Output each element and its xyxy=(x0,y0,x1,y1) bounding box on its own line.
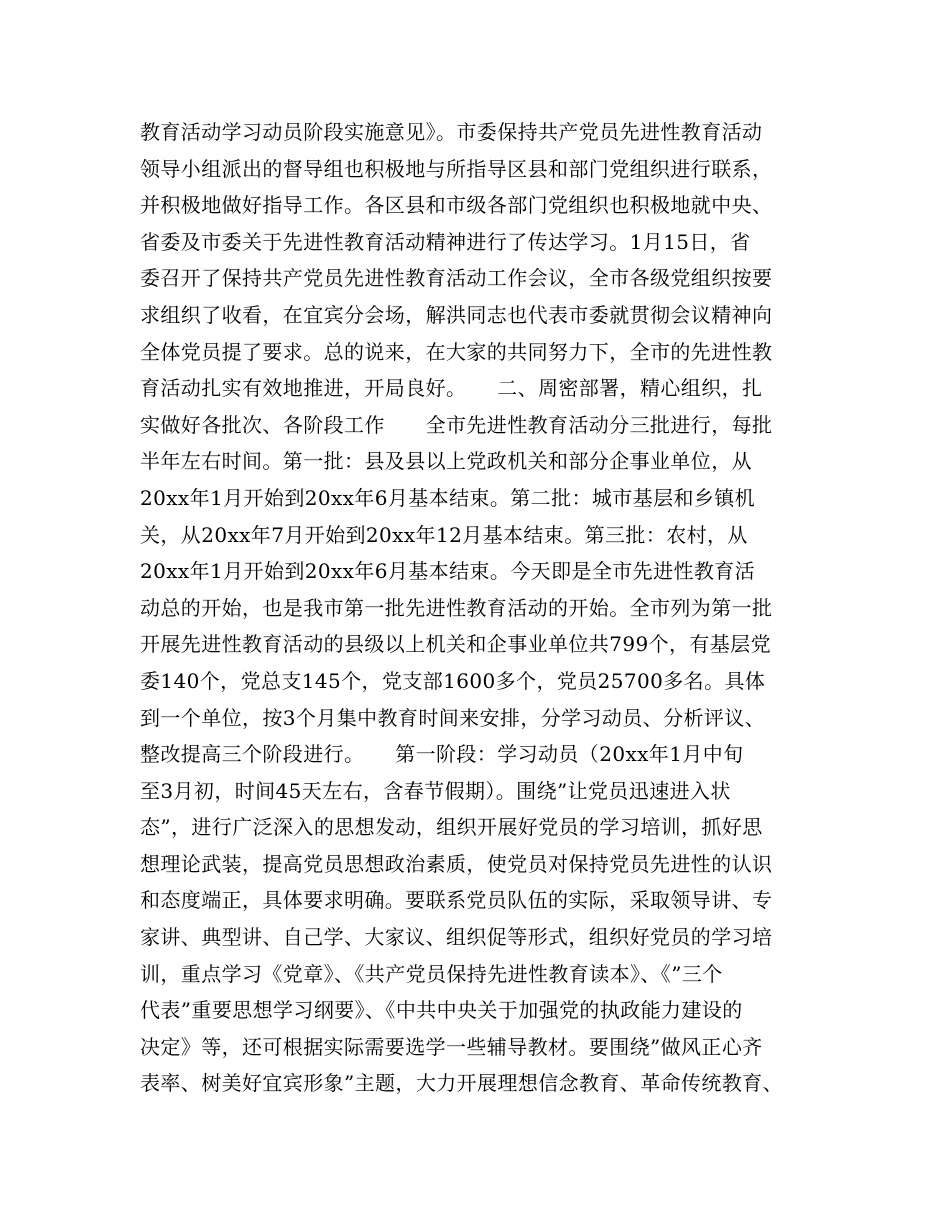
text-line: 实做好各批次、各阶段工作 全市先进性教育活动分三批进行，每批 xyxy=(140,412,773,437)
text-line: 领导小组派出的督导组也积极地与所指导区县和部门党组织进行联系， xyxy=(140,156,773,181)
text-line: 家讲、典型讲、自己学、大家议、组织促等形式，组织好党员的学习培 xyxy=(140,925,773,950)
text-line: 动总的开始，也是我市第一批先进性教育活动的开始。全市列为第一批 xyxy=(140,595,773,620)
text-line: 训，重点学习《党章》、《共产党员保持先进性教育读本》、《”三个 xyxy=(140,961,723,986)
text-line: 至3月初，时间45天左右，含春节假期）。围绕”让党员迅速进入状 xyxy=(140,778,731,803)
text-line: 育活动扎实有效地推进，开局良好。 二、周密部署，精心组织，扎 xyxy=(140,376,763,401)
text-line: 关，从20xx年7月开始到20xx年12月基本结束。第三批：农村，从 xyxy=(140,522,748,547)
text-line: 求组织了收看，在宜宾分会场，解洪同志也代表市委就贯彻会议精神向 xyxy=(140,302,773,327)
text-line: 全体党员提了要求。总的说来，在大家的共同努力下，全市的先进性教 xyxy=(140,339,773,364)
text-line: 和态度端正，具体要求明确。要联系党员队伍的实际，采取领导讲、专 xyxy=(140,888,773,913)
text-line: 态”，进行广泛深入的思想发动，组织开展好党员的学习培训，抓好思 xyxy=(140,815,763,840)
text-line: 想理论武装，提高党员思想政治素质，使党员对保持党员先进性的认识 xyxy=(140,851,773,876)
text-line: 20xx年1月开始到20xx年6月基本结束。第二批：城市基层和乡镇机 xyxy=(140,485,756,510)
text-line: 整改提高三个阶段进行。 第一阶段：学习动员（20xx年1月中旬 xyxy=(140,742,744,767)
text-line: 20xx年1月开始到20xx年6月基本结束。今天即是全市先进性教育活 xyxy=(140,559,756,584)
text-line: 半年左右时间。第一批：县及县以上党政机关和部分企事业单位，从 xyxy=(140,449,752,474)
text-line: 教育活动学习动员阶段实施意见》。市委保持共产党员先进性教育活动 xyxy=(140,120,763,144)
text-line: 委140个，党总支145个，党支部1600多个，党员25700多名。具体 xyxy=(140,668,766,693)
text-line: 决定》等，还可根据实际需要选学一些辅导教材。要围绕”做风正心齐 xyxy=(140,1034,763,1059)
text-line: 并积极地做好指导工作。各区县和市级各部门党组织也积极地就中央、 xyxy=(140,193,773,218)
text-line: 表率、树美好宜宾形象”主题，大力开展理想信念教育、革命传统教育、 xyxy=(140,1071,784,1096)
body-text xyxy=(140,114,840,1102)
text-line: 省委及市委关于先进性教育活动精神进行了传达学习。1月15日，省 xyxy=(140,229,751,254)
text-line: 到一个单位，按3个月集中教育时间来安排，分学习动员、分析评议、 xyxy=(140,705,766,730)
text-line: 委召开了保持共产党员先进性教育活动工作会议，全市各级党组织按要 xyxy=(140,266,773,291)
text-line: 开展先进性教育活动的县级以上机关和企事业单位共799个，有基层党 xyxy=(140,632,771,657)
text-line: 代表”重要思想学习纲要》、《中共中央关于加强党的执政能力建设的 xyxy=(140,998,743,1023)
